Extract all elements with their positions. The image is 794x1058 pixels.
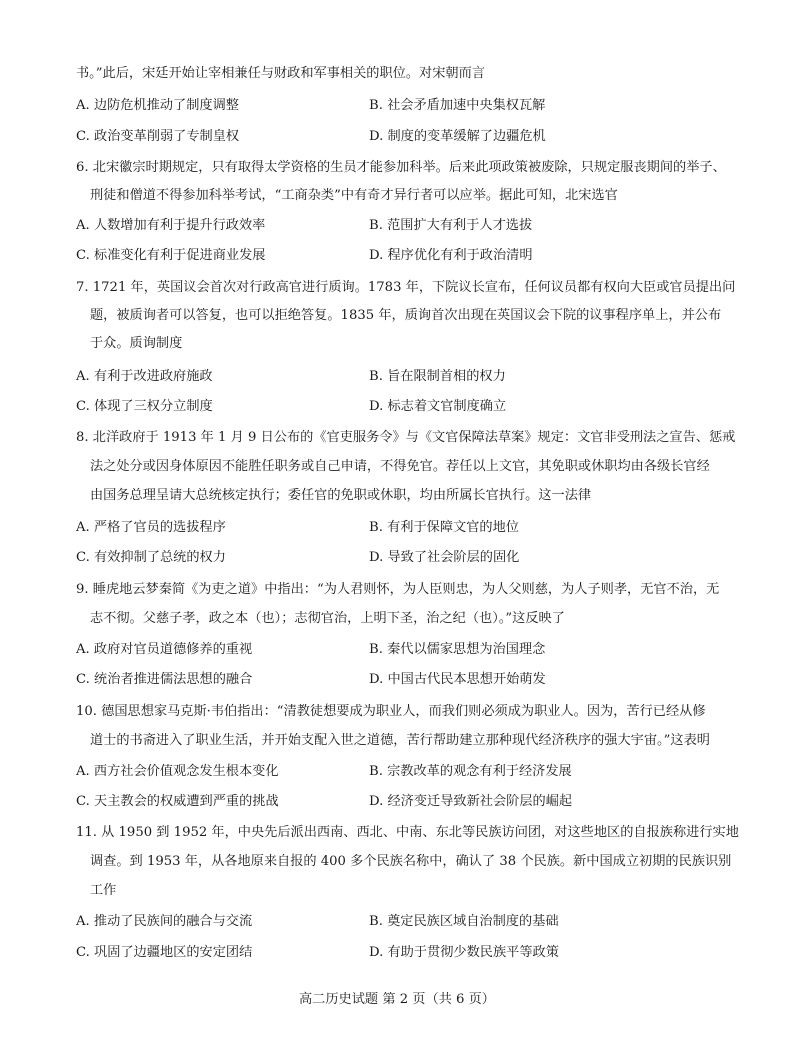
q8-option-d: D. 导致了社会阶层的固化 bbox=[369, 550, 520, 565]
q7-option-c: C. 体现了三权分立制度 bbox=[76, 399, 213, 414]
option-b: B. 社会矛盾加速中央集权瓦解 bbox=[369, 98, 546, 113]
q7-option-b: B. 旨在限制首相的权力 bbox=[369, 369, 506, 384]
question-9-line-2: 志不彻。父慈子孝，政之本（也）；志彻官治，上明下圣，治之纪（也）。”这反映了 bbox=[90, 611, 565, 626]
q8-option-c: C. 有效抑制了总统的权力 bbox=[76, 550, 226, 565]
q6-option-d: D. 程序优化有利于政治清明 bbox=[369, 248, 533, 263]
q9-option-a: A. 政府对官员道德修养的重视 bbox=[76, 642, 253, 657]
q11-option-a: A. 推动了民族间的融合与交流 bbox=[76, 914, 253, 929]
question-6-line-2: 刑徒和僧道不得参加科举考试，“工商杂类”中有奇才异行者可以应举。据此可知，北宋选官 bbox=[90, 188, 618, 203]
question-6-line-1: 6. 北宋徽宗时期规定，只有取得太学资格的生员才能参加科举。后来此项政策被废除，只规定服丧期间的举子、 bbox=[76, 160, 726, 175]
q11-option-d: D. 有助于贯彻少数民族平等政策 bbox=[369, 945, 559, 960]
question-7-line-3: 于众。质询制度 bbox=[90, 336, 183, 351]
q9-option-c: C. 统治者推进儒法思想的融合 bbox=[76, 672, 253, 687]
q7-option-a: A. 有利于改进政府施政 bbox=[76, 369, 213, 384]
question-7-line-1: 7. 1721 年，英国议会首次对行政高官进行质询。1783 年，下院议长宣布，任何议员都有权向大臣或官员提出问 bbox=[76, 280, 736, 295]
question-11-line-3: 工作 bbox=[90, 883, 117, 898]
question-11-line-2: 调查。到 1953 年，从各地原来自报的 400 多个民族名称中，确认了 38 个民族。新中国成立初期的民族识别 bbox=[90, 854, 732, 869]
q11-option-c: C. 巩固了边疆地区的安定团结 bbox=[76, 945, 253, 960]
q10-option-a: A. 西方社会价值观念发生根本变化 bbox=[76, 764, 279, 779]
q7-option-d: D. 标志着文官制度确立 bbox=[369, 399, 507, 414]
question-7-line-2: 题，被质询者可以答复，也可以拒绝答复。1835 年，质询首次出现在英国议会下院的议事程序单上，并公布 bbox=[90, 308, 722, 323]
q11-option-b: B. 奠定民族区域自治制度的基础 bbox=[369, 914, 559, 929]
q10-option-d: D. 经济变迁导致新社会阶层的崛起 bbox=[369, 794, 573, 809]
q9-option-b: B. 秦代以儒家思想为治国理念 bbox=[369, 642, 546, 657]
option-a: A. 边防危机推动了制度调整 bbox=[76, 98, 239, 113]
question-8-line-2: 法之处分或因身体原因不能胜任职务或自己申请，不得免官。荐任以上文官，其免职或休职均由各级长官经 bbox=[90, 459, 710, 474]
question-8-line-3: 由国务总理呈请大总统核定执行；委任官的免职或休职，均由所属长官执行。这一法律 bbox=[90, 488, 592, 503]
question-11-line-1: 11. 从 1950 到 1952 年，中央先后派出西南、西北、中南、东北等民族访问团，对这些地区的自报族称进行实地 bbox=[76, 825, 739, 840]
option-c: C. 政治变革削弱了专制皇权 bbox=[76, 129, 240, 144]
q9-option-d: D. 中国古代民本思想开始萌发 bbox=[369, 672, 546, 687]
question-10-line-2: 道士的书斋进入了职业生活，并开始支配入世之道德，苦行帮助建立那种现代经济秩序的强大宇宙。”这表明 bbox=[90, 733, 710, 748]
q8-option-b: B. 有利于保障文官的地位 bbox=[369, 520, 519, 535]
q6-option-b: B. 范围扩大有利于人才选拔 bbox=[369, 218, 533, 233]
question-10-line-1: 10. 德国思想家马克斯·韦伯指出：“清教徒想要成为职业人，而我们则必须成为职业人。因为，苦行已经从修 bbox=[76, 704, 706, 719]
option-d: D. 制度的变革缓解了边疆危机 bbox=[369, 129, 546, 144]
q10-option-b: B. 宗教改革的观念有利于经济发展 bbox=[369, 764, 572, 779]
q6-option-a: A. 人数增加有利于提升行政效率 bbox=[76, 218, 266, 233]
q8-option-a: A. 严格了官员的选拔程序 bbox=[76, 520, 226, 535]
question-9-line-1: 9. 睡虎地云梦秦简《为吏之道》中指出：“为人君则怀，为人臣则忠，为人父则慈，为人子则孝，无官不治，无 bbox=[76, 582, 720, 597]
question-text: 书。”此后，宋廷开始让宰相兼任与财政和军事相关的职位。对宋朝而言 bbox=[76, 66, 485, 81]
q6-option-c: C. 标准变化有利于促进商业发展 bbox=[76, 248, 266, 263]
page-footer: 高二历史试题 第 2 页（共 6 页） bbox=[299, 992, 495, 1007]
question-8-line-1: 8. 北洋政府于 1913 年 1 月 9 日公布的《官吏服务令》与《文官保障法草案》规定：文官非受刑法之宣告、惩戒 bbox=[76, 430, 736, 445]
q10-option-c: C. 天主教会的权威遭到严重的挑战 bbox=[76, 794, 279, 809]
